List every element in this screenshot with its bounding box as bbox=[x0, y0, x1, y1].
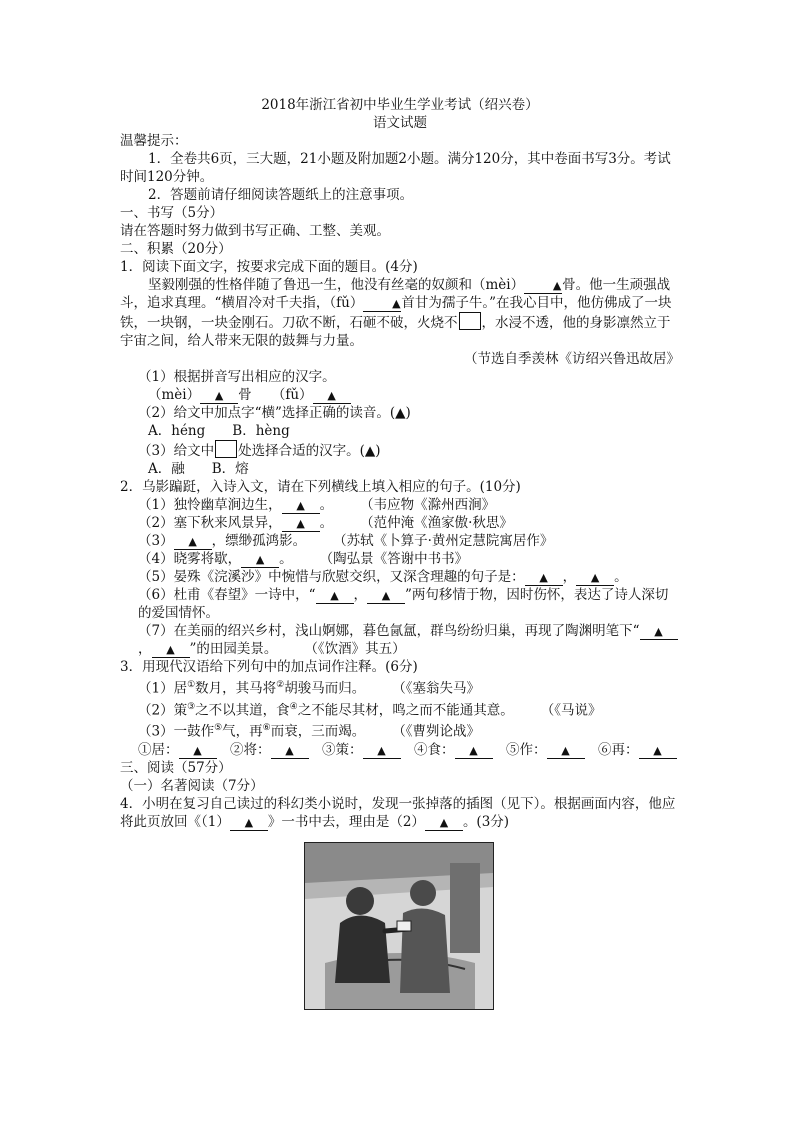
classical-text: 数月，其马将 bbox=[195, 680, 277, 697]
answer-blank[interactable]: ▲ bbox=[455, 744, 493, 759]
q1-sub1: （1）根据拼音写出相应的汉字。 bbox=[138, 369, 336, 385]
question-text: 》一书中去，理由是（2） bbox=[267, 813, 425, 830]
punct: ， bbox=[562, 569, 577, 585]
exam-subtitle: 语文试题 bbox=[373, 115, 427, 131]
q3-line-2 bbox=[120, 698, 680, 720]
poem-text: （5）晏殊《浣溪沙》中惋惜与欣慰交织，又深含理趣的句子是： bbox=[138, 569, 525, 585]
punct: ， bbox=[138, 641, 152, 657]
poem-text: （3） bbox=[138, 533, 174, 549]
question-text: 。(3分) bbox=[462, 813, 510, 830]
exam-page bbox=[120, 96, 680, 831]
illustration-art bbox=[305, 843, 493, 1009]
answer-label: ③策： bbox=[322, 741, 363, 758]
q1-sub2: （2）给文中加点字“横”选择正确的读音。(▲) bbox=[138, 405, 411, 421]
section-1-text: 请在答题时努力做到书写正确、工整、美观。 bbox=[120, 223, 390, 239]
answer-label: ②将： bbox=[230, 741, 271, 758]
q2-line-5 bbox=[120, 568, 680, 586]
pinyin-label: （mèi） bbox=[148, 387, 201, 403]
section-3-heading: 三、阅读（57分） bbox=[120, 759, 232, 776]
classical-text: 之不能尽其材，鸣之而不能通其意。 （《马说》 bbox=[297, 702, 602, 718]
note-marker: ⑤ bbox=[214, 723, 223, 733]
exam-title: 2018年浙江省初中毕业生学业考试（绍兴卷） bbox=[261, 97, 539, 113]
answer-blank[interactable]: ▲ bbox=[363, 744, 401, 759]
question-text: （3）给文中 bbox=[138, 443, 215, 459]
q1-sub3-options: A．融 B．熔 bbox=[148, 461, 249, 477]
q1-sub1-answers bbox=[120, 386, 680, 404]
q2-line-1 bbox=[120, 496, 680, 514]
poem-text: ”两句移情于物，因时伤怀，表达了诗人深切的爱国情怀。 bbox=[138, 587, 669, 621]
note-marker: ③ bbox=[187, 701, 196, 712]
answer-blank[interactable]: ▲ bbox=[367, 589, 405, 604]
answer-suffix: 骨 bbox=[238, 387, 252, 403]
answer-blank[interactable]: ▲ bbox=[640, 625, 678, 640]
answer-blank[interactable]: ▲ bbox=[313, 389, 351, 404]
notice-item-2: 2．答题前请仔细阅读答题纸上的注意事项。 bbox=[148, 187, 414, 203]
answer-blank[interactable]: ▲ bbox=[230, 816, 268, 831]
classical-text: （1）居 bbox=[138, 680, 188, 697]
q3-answers bbox=[120, 741, 680, 759]
answer-blank[interactable]: ▲ bbox=[200, 389, 238, 404]
q3-line-3 bbox=[120, 719, 680, 741]
poem-text: （7）在美丽的绍兴乡村，浅山婀娜，暮色氤氲，群鸟纷纷归巢，再现了陶渊明笔下“ bbox=[138, 623, 640, 639]
classical-text: 之不以其道，食 bbox=[195, 702, 290, 718]
poem-source: 。 （陶弘景《答谢中书书》 bbox=[279, 551, 469, 567]
note-marker: ① bbox=[187, 680, 196, 690]
notice-heading: 温馨提示： bbox=[120, 133, 188, 149]
q1-sub3 bbox=[120, 440, 680, 460]
answer-blank[interactable]: ▲ bbox=[174, 535, 212, 550]
answer-blank[interactable]: ▲ bbox=[152, 643, 190, 658]
q1-passage bbox=[120, 276, 680, 350]
q4-stem bbox=[120, 795, 680, 831]
question-text: 处选择合适的汉字。(▲) bbox=[238, 443, 381, 459]
passage-text: 坚毅刚强的性格伴随了鲁迅一生，他没有丝毫的奴颜和（mèi） bbox=[148, 277, 525, 293]
poem-source: ，缥缈孤鸿影。 （苏轼《卜算子·黄州定慧院寓居作》 bbox=[211, 533, 554, 549]
answer-blank[interactable]: ▲ bbox=[241, 553, 279, 568]
answer-label: ⑥再： bbox=[598, 741, 639, 758]
passage-text: ，水浸不透，他的身影凛然立于宇宙之间，给人带来无限的鼓舞与力量。 bbox=[120, 315, 671, 349]
classical-text: （2）策 bbox=[138, 702, 188, 718]
answer-blank[interactable]: ▲ bbox=[524, 279, 562, 294]
q1-sub2-options: A．héng B．hèng bbox=[148, 423, 290, 439]
question-text: 4．小明在复习自己读过的科幻类小说时，发现一张掉落的插图（见下）。根据画面内容，他应将此页放回《（1） bbox=[120, 795, 676, 830]
poem-text: （1）独怜幽草涧边生， bbox=[138, 497, 282, 513]
classical-text: （3）一鼓作 bbox=[138, 723, 215, 740]
poem-source: 。 （范仲淹《渔家傲·秋思》 bbox=[319, 515, 513, 531]
q1-stem: 1．阅读下面文字，按要求完成下面的题目。(4分) bbox=[120, 259, 418, 275]
answer-blank[interactable]: ▲ bbox=[363, 297, 401, 312]
section-1-heading: 一、书写（5分） bbox=[120, 205, 224, 221]
punct: 。 bbox=[614, 569, 628, 585]
note-marker: ④ bbox=[289, 701, 298, 712]
novel-illustration bbox=[304, 842, 494, 1010]
classical-text: 而衰，三而竭。 （《曹刿论战》 bbox=[270, 723, 480, 740]
pinyin-label: （fǔ） bbox=[278, 387, 313, 403]
poem-text: （6）杜甫《春望》一诗中，“ bbox=[138, 587, 316, 603]
classical-text: 胡骏马而归。 （《塞翁失马》 bbox=[284, 680, 480, 697]
answer-blank[interactable]: ▲ bbox=[316, 589, 354, 604]
q3-line-1 bbox=[120, 676, 680, 698]
answer-blank[interactable]: ▲ bbox=[271, 744, 309, 759]
q1-source: （节选自季羡林《访绍兴鲁迅故居》 bbox=[464, 351, 680, 367]
q2-line-2 bbox=[120, 514, 680, 532]
answer-blank[interactable]: ▲ bbox=[639, 744, 677, 759]
q2-line-6 bbox=[120, 586, 680, 622]
answer-box[interactable] bbox=[459, 312, 481, 330]
q2-line-7 bbox=[120, 622, 680, 658]
answer-label: ⑤作： bbox=[506, 741, 547, 758]
section-3-sub1: （一）名著阅读（7分） bbox=[120, 777, 264, 794]
answer-blank[interactable]: ▲ bbox=[525, 571, 563, 586]
poem-text: ”的田园美景。 （《饮酒》其五） bbox=[189, 641, 406, 657]
q2-line-3 bbox=[120, 532, 680, 550]
classical-text: 气，再 bbox=[222, 723, 263, 740]
answer-label: ④食： bbox=[414, 741, 455, 758]
answer-blank[interactable]: ▲ bbox=[547, 744, 585, 759]
notice-item-1: 1．全卷共6页，三大题，21小题及附加题2小题。满分120分，其中卷面书写3分。考试时间120分钟。 bbox=[120, 151, 671, 185]
q2-stem: 2．乌影蹁跹，入诗入文，请在下列横线上填入相应的句子。(10分) bbox=[120, 479, 521, 495]
poem-text: （2）塞下秋来风景异， bbox=[138, 515, 282, 531]
q3-stem: 3．用现代汉语给下列句中的加点词作注释。(6分) bbox=[120, 659, 418, 675]
poem-source: 。 （韦应物《滁州西涧》 bbox=[319, 497, 496, 513]
q2-line-4 bbox=[120, 550, 680, 568]
note-marker: ⑥ bbox=[262, 723, 271, 733]
answer-blank[interactable]: ▲ bbox=[425, 816, 463, 831]
answer-blank[interactable]: ▲ bbox=[282, 517, 320, 532]
answer-blank[interactable]: ▲ bbox=[282, 499, 320, 514]
note-marker: ② bbox=[276, 680, 285, 690]
answer-blank[interactable]: ▲ bbox=[576, 571, 614, 586]
passage-text: 首甘为孺子牛。”在我心目中，他仿佛成了一块铁，一块钢，一块金刚石。刀砍不断，石砸不破，火烧不 bbox=[120, 295, 672, 331]
answer-label: ①居： bbox=[138, 741, 179, 758]
punct: ， bbox=[353, 587, 367, 603]
poem-text: （4）晓雾将歇， bbox=[138, 551, 242, 567]
answer-box bbox=[215, 440, 237, 458]
answer-blank[interactable]: ▲ bbox=[179, 744, 217, 759]
passage-text: 骨。他一生顽强战斗，追求真理。“横眉冷对千夫指，（fǔ） bbox=[120, 277, 671, 311]
section-2-heading: 二、积累（20分） bbox=[120, 241, 232, 257]
